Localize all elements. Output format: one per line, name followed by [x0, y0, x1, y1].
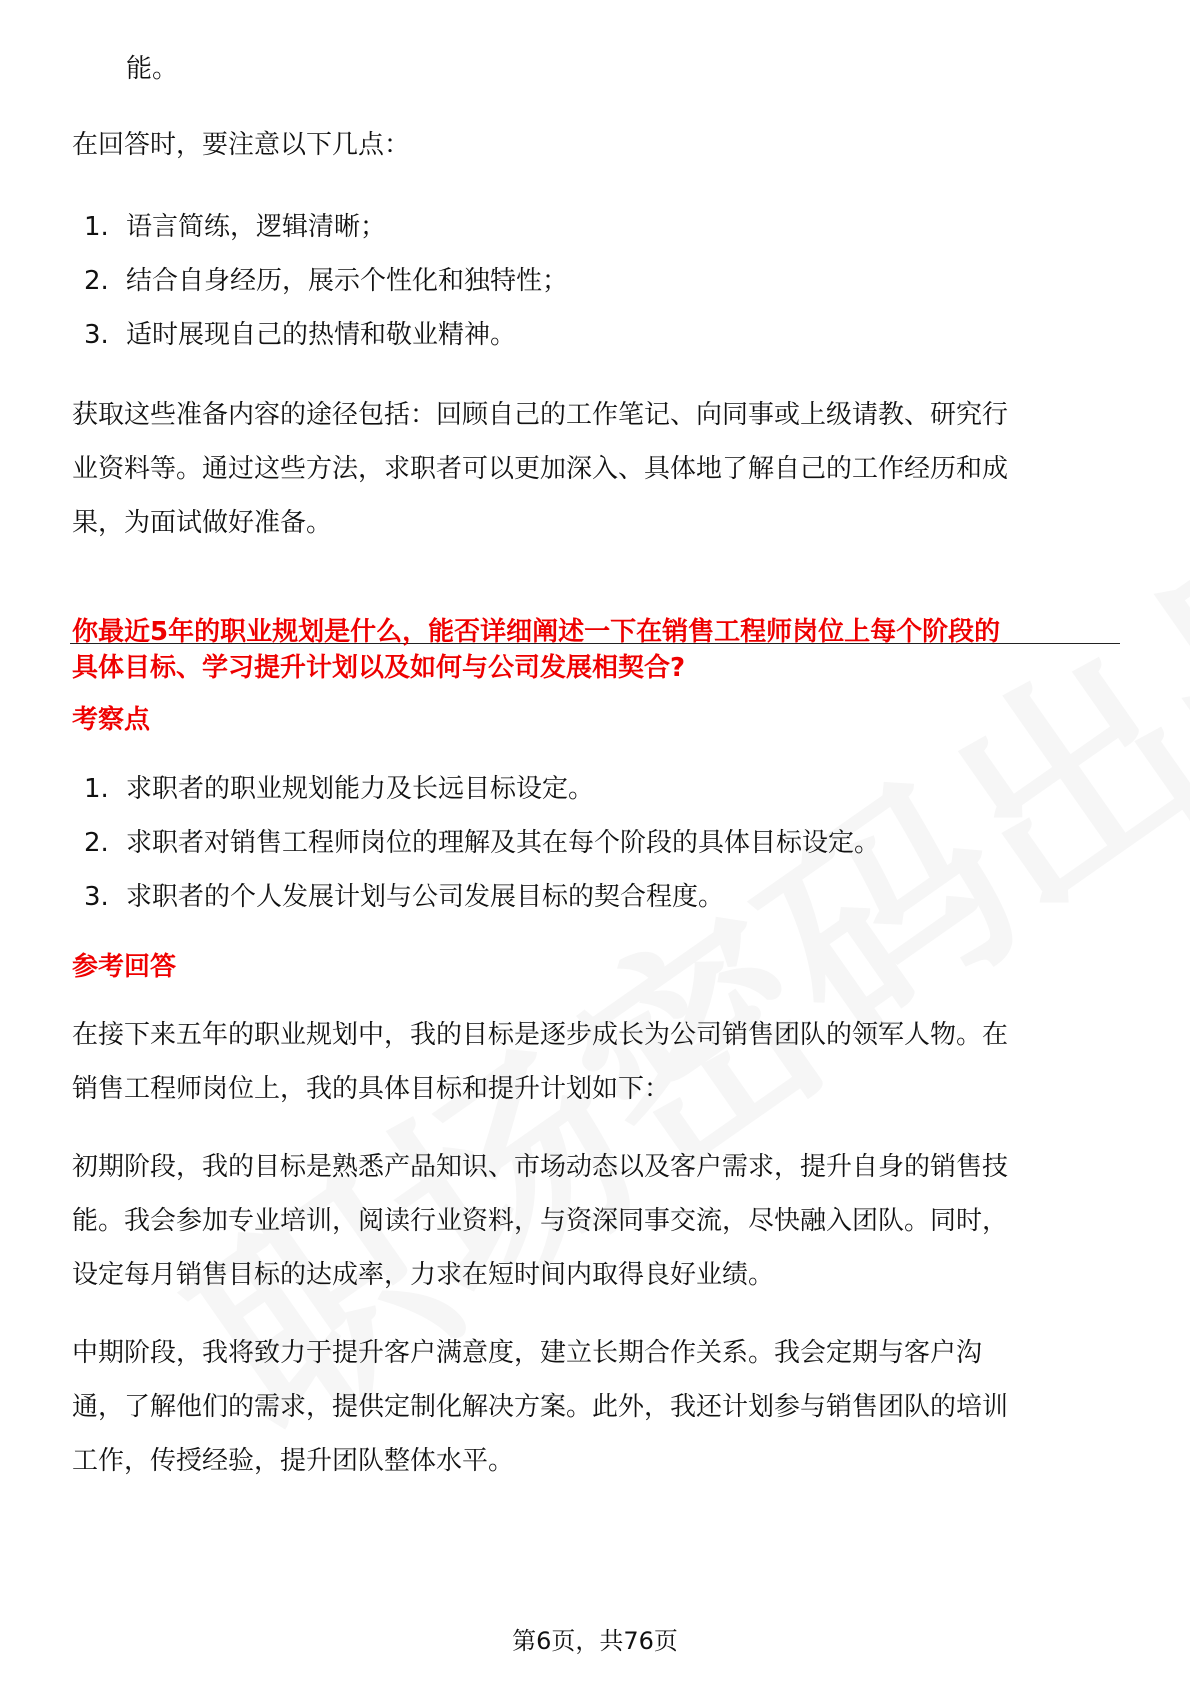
- question-title: 你最近5年的职业规划是什么，能否详细阐述一下在销售工程师岗位上每个阶段的: [72, 617, 1001, 647]
- paragraph-line: 设定每月销售目标的达成率，力求在短时间内取得良好业绩。: [72, 1260, 775, 1290]
- list-text: 结合自身经历，展示个性化和独特性；: [126, 266, 569, 296]
- list-item: [84, 318, 516, 352]
- notes-intro: 在回答时，要注意以下几点：: [72, 130, 411, 160]
- paragraph-line: 能。我会参加专业培训，阅读行业资料，与资深同事交流，尽快融入团队。同时，: [72, 1206, 1009, 1236]
- paragraph-line: 业资料等。通过这些方法，求职者可以更加深入、具体地了解自己的工作经历和成: [72, 454, 1009, 484]
- list-text: 语言简练，逻辑清晰；: [126, 212, 387, 242]
- paragraph-line: 工作，传授经验，提升团队整体水平。: [72, 1446, 515, 1476]
- list-item: [84, 826, 880, 860]
- list-text: 求职者的个人发展计划与公司发展目标的契合程度。: [126, 882, 725, 912]
- paragraph-line: 中期阶段，我将致力于提升客户满意度，建立长期合作关系。我会定期与客户沟: [72, 1338, 983, 1368]
- answer-heading: 参考回答: [72, 952, 177, 982]
- list-item: [84, 210, 386, 244]
- paragraph-line: 通，了解他们的需求，提供定制化解决方案。此外，我还计划参与销售团队的培训: [72, 1392, 1009, 1422]
- continuation-text: 能。: [126, 54, 179, 84]
- list-number: 3.: [84, 320, 109, 350]
- question-title: 具体目标、学习提升计划以及如何与公司发展相契合?: [72, 653, 686, 683]
- list-number: 2.: [84, 828, 109, 858]
- list-item: [84, 264, 568, 298]
- list-item: [84, 880, 724, 914]
- list-number: 2.: [84, 266, 109, 296]
- paragraph-line: 销售工程师岗位上，我的具体目标和提升计划如下：: [72, 1074, 671, 1104]
- list-text: 求职者对销售工程师岗位的理解及其在每个阶段的具体目标设定。: [126, 828, 881, 858]
- list-number: 1.: [84, 212, 109, 242]
- paragraph-line: 果，为面试做好准备。: [72, 508, 333, 538]
- list-number: 3.: [84, 882, 109, 912]
- focus-heading: 考察点: [72, 705, 151, 735]
- list-item: [84, 772, 594, 806]
- paragraph-line: 初期阶段，我的目标是熟悉产品知识、市场动态以及客户需求，提升自身的销售技: [72, 1152, 1009, 1182]
- page-number: 第6页，共76页: [512, 1627, 678, 1655]
- list-text: 适时展现自己的热情和敬业精神。: [126, 320, 517, 350]
- list-text: 求职者的职业规划能力及长远目标设定。: [126, 774, 595, 804]
- paragraph-line: 在接下来五年的职业规划中，我的目标是逐步成长为公司销售团队的领军人物。在: [72, 1020, 1009, 1050]
- paragraph-line: 获取这些准备内容的途径包括：回顾自己的工作笔记、向同事或上级请教、研究行: [72, 400, 1009, 430]
- list-number: 1.: [84, 774, 109, 804]
